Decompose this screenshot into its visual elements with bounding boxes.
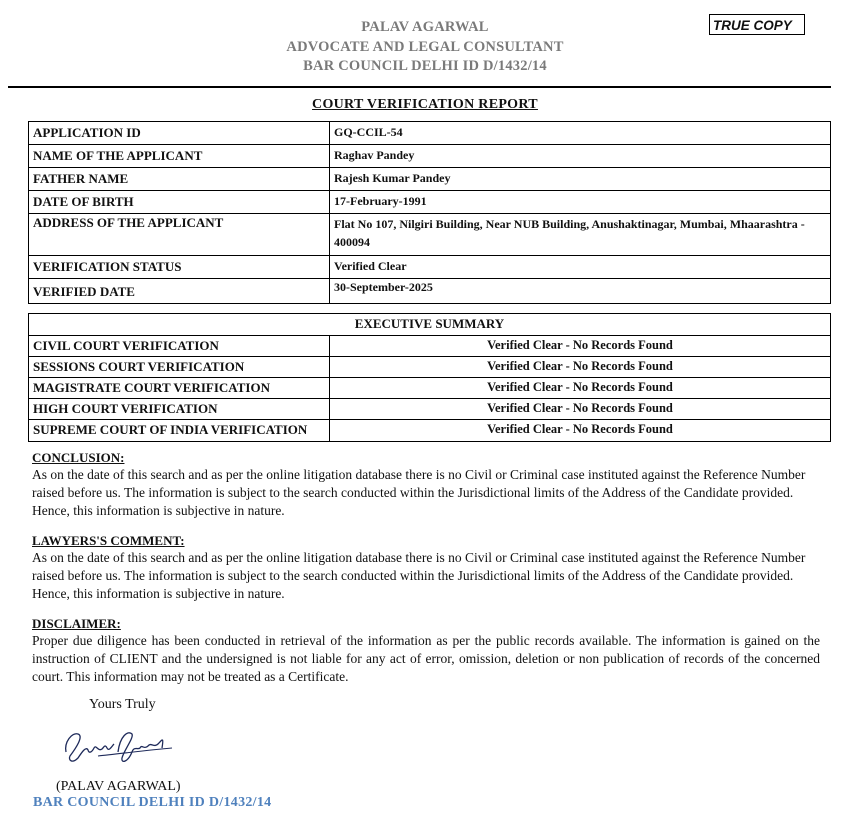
detail-label: DATE OF BIRTH xyxy=(29,191,330,214)
summary-value: Verified Clear - No Records Found xyxy=(330,357,831,378)
advocate-bar-id: BAR COUNCIL DELHI ID D/1432/14 xyxy=(303,58,547,74)
table-row xyxy=(29,122,831,145)
advocate-name: PALAV AGARWAL xyxy=(361,19,489,35)
detail-value: Verified Clear xyxy=(330,256,831,279)
detail-label: VERIFIED DATE xyxy=(29,279,330,304)
disclaimer-heading: DISCLAIMER: xyxy=(32,616,121,631)
table-row xyxy=(29,279,831,304)
report-title-wrap xyxy=(0,95,850,113)
detail-value: 17-February-1991 xyxy=(330,191,831,214)
executive-summary-heading: EXECUTIVE SUMMARY xyxy=(29,314,831,336)
header-divider xyxy=(8,86,831,88)
table-row xyxy=(29,420,831,442)
conclusion-heading: CONCLUSION: xyxy=(32,450,125,465)
disclaimer-text: Proper due diligence has been conducted in retrieval of the information as per the public records available. The information is gained on the instruction of CLIENT and the undersigned is not liable for any act of error, omission, deletion or non publication of records of the concerned court. This information may not be treated as a Certificate. xyxy=(32,633,820,684)
table-row xyxy=(29,336,831,357)
closing-salutation: Yours Truly xyxy=(89,697,156,712)
signatory-bar-id: BAR COUNCIL DELHI ID D/1432/14 xyxy=(33,795,272,810)
detail-value: Raghav Pandey xyxy=(330,145,831,168)
lawyers-comment-text: As on the date of this search and as per the online litigation database there is no Civil or Criminal case instituted against the Reference Number raised before us. The information is subject to the search conducted within the Jurisdictional limits of the Address of the Candidate provided. Hence, this information is subjective in nature. xyxy=(32,550,806,601)
summary-label: SUPREME COURT OF INDIA VERIFICATION xyxy=(29,420,330,442)
summary-value: Verified Clear - No Records Found xyxy=(330,420,831,442)
table-row xyxy=(29,314,831,336)
detail-value: 30-September-2025 xyxy=(330,279,831,304)
table-row xyxy=(29,191,831,214)
disclaimer-section xyxy=(32,615,820,686)
detail-value: Rajesh Kumar Pandey xyxy=(330,168,831,191)
detail-label: APPLICATION ID xyxy=(29,122,330,145)
advocate-designation: ADVOCATE AND LEGAL CONSULTANT xyxy=(286,38,564,55)
true-copy-stamp: TRUE COPY xyxy=(709,14,805,35)
detail-label: NAME OF THE APPLICANT xyxy=(29,145,330,168)
detail-label: ADDRESS OF THE APPLICANT xyxy=(29,214,330,256)
summary-label: CIVIL COURT VERIFICATION xyxy=(29,336,330,357)
summary-label: MAGISTRATE COURT VERIFICATION xyxy=(29,378,330,399)
detail-label: VERIFICATION STATUS xyxy=(29,256,330,279)
detail-value: Flat No 107, Nilgiri Building, Near NUB Building, Anushaktinagar, Mumbai, Mhaarashtra - 400094 xyxy=(330,214,831,256)
lawyers-comment-section xyxy=(32,532,822,603)
summary-value: Verified Clear - No Records Found xyxy=(330,378,831,399)
table-row xyxy=(29,357,831,378)
table-row xyxy=(29,378,831,399)
table-row xyxy=(29,145,831,168)
applicant-details-table xyxy=(28,121,831,304)
summary-label: SESSIONS COURT VERIFICATION xyxy=(29,357,330,378)
signatory-name: (PALAV AGARWAL) xyxy=(56,779,181,794)
table-row xyxy=(29,168,831,191)
summary-value: Verified Clear - No Records Found xyxy=(330,336,831,357)
detail-label: FATHER NAME xyxy=(29,168,330,191)
table-row xyxy=(29,256,831,279)
table-row xyxy=(29,214,831,256)
conclusion-section xyxy=(32,449,822,520)
summary-label: HIGH COURT VERIFICATION xyxy=(29,399,330,420)
detail-value: GQ-CCIL-54 xyxy=(330,122,831,145)
summary-value: Verified Clear - No Records Found xyxy=(330,399,831,420)
handwritten-signature xyxy=(58,722,178,775)
report-title: COURT VERIFICATION REPORT xyxy=(312,97,538,112)
table-row xyxy=(29,399,831,420)
lawyers-comment-heading: LAWYERS'S COMMENT: xyxy=(32,533,185,548)
executive-summary-table xyxy=(28,313,831,442)
conclusion-text: As on the date of this search and as per the online litigation database there is no Civil or Criminal case instituted against the Reference Number raised before us. The information is subject to the search conducted within the Jurisdictional limits of the Address of the Candidate provided. Hence, this information is subjective in nature. xyxy=(32,467,806,518)
signature-drawing xyxy=(58,722,178,770)
